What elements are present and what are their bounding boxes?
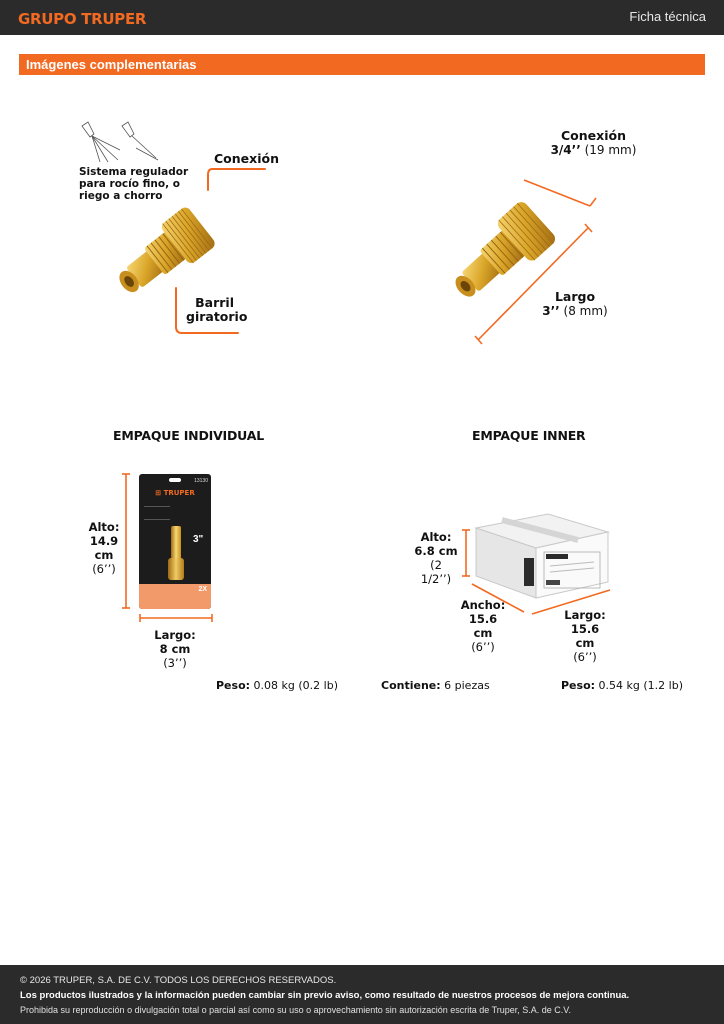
individual-height-in: (6’’) bbox=[92, 562, 116, 576]
individual-weight-value: 0.08 kg (0.2 lb) bbox=[253, 679, 338, 692]
regulator-line-3: riego a chorro bbox=[79, 190, 163, 202]
inner-contains bbox=[381, 679, 490, 693]
blister-card-image bbox=[139, 474, 211, 609]
footer bbox=[0, 965, 724, 1024]
inner-width-label: Ancho: bbox=[460, 598, 506, 612]
connection-mm: (19 mm) bbox=[584, 143, 637, 157]
individual-length-cm: 8 cm bbox=[159, 642, 191, 656]
connection-inches: 3/4’’ bbox=[550, 143, 581, 157]
individual-weight bbox=[216, 679, 338, 693]
connection-callout-left: Conexión bbox=[214, 151, 279, 166]
individual-length-callout bbox=[150, 628, 200, 670]
individual-pack-title: EMPAQUE INDIVIDUAL bbox=[113, 428, 264, 443]
inner-weight-value: 0.54 kg (1.2 lb) bbox=[598, 679, 683, 692]
card-brand-logo-icon: ⊞ bbox=[155, 489, 164, 497]
inner-width-cm: 15.6 cm bbox=[468, 612, 498, 640]
card-brand-text: TRUPER bbox=[163, 489, 195, 497]
footer-notice: Los productos ilustrados y la información pueden cambiar sin previo aviso, como resultado de nuestros procesos de mejora continua. bbox=[20, 990, 630, 1001]
inner-length-label: Largo: bbox=[564, 608, 606, 622]
inner-height-cm: 6.8 cm bbox=[414, 544, 458, 558]
inner-weight bbox=[561, 679, 683, 693]
card-hang-hole bbox=[169, 478, 181, 482]
card-text-block bbox=[144, 506, 170, 520]
individual-height-cm: 14.9 cm bbox=[89, 534, 119, 562]
card-badge: 2X bbox=[198, 586, 207, 593]
inner-height-in: (2 1/2’’) bbox=[420, 558, 452, 586]
inner-height-label: Alto: bbox=[420, 530, 452, 544]
inner-contains-label: Contiene: bbox=[381, 679, 441, 692]
regulator-line-2: para rocío fino, o bbox=[79, 178, 180, 190]
barrel-line-1: Barril bbox=[195, 295, 234, 310]
footer-legal: Prohibida su reproducción o divulgación total o parcial así como su uso o aprovechamiento sin autorización escrita de Truper, S.A. de C.V. bbox=[20, 1005, 571, 1015]
regulator-line-1: Sistema regulador bbox=[79, 166, 189, 178]
barrel-line-2: giratorio bbox=[186, 309, 248, 324]
inner-length-callout bbox=[560, 608, 610, 664]
individual-length-label: Largo: bbox=[154, 628, 196, 642]
length-label-right: Largo bbox=[554, 289, 596, 304]
connection-label-right: Conexión bbox=[561, 128, 626, 143]
card-nozzle-head bbox=[168, 558, 184, 580]
length-inches: 3’’ bbox=[542, 304, 560, 318]
inner-length-in: (6’’) bbox=[573, 650, 597, 664]
inner-width-in: (6’’) bbox=[471, 640, 495, 654]
section-title: Imágenes complementarias bbox=[26, 57, 197, 72]
document-type: Ficha técnica bbox=[629, 9, 706, 24]
inner-height-callout bbox=[414, 530, 458, 586]
card-code: 13130 bbox=[194, 478, 208, 484]
card-brand bbox=[139, 489, 211, 497]
footer-copyright: © 2026 TRUPER, S.A. DE C.V. TODOS LOS DERECHOS RESERVADOS. bbox=[20, 975, 337, 986]
length-mm: (8 mm) bbox=[563, 304, 608, 318]
inner-length-cm: 15.6 cm bbox=[570, 622, 600, 650]
inner-width-callout bbox=[458, 598, 508, 654]
card-size: 3" bbox=[193, 534, 204, 545]
individual-weight-label: Peso: bbox=[216, 679, 251, 692]
brand-logo: GRUPO TRUPER bbox=[18, 10, 147, 28]
inner-contains-value: 6 piezas bbox=[444, 679, 490, 692]
individual-length-in: (3’’) bbox=[163, 656, 187, 670]
inner-weight-label: Peso: bbox=[561, 679, 596, 692]
individual-height-label: Alto: bbox=[88, 520, 120, 534]
inner-pack-title: EMPAQUE INNER bbox=[472, 428, 586, 443]
